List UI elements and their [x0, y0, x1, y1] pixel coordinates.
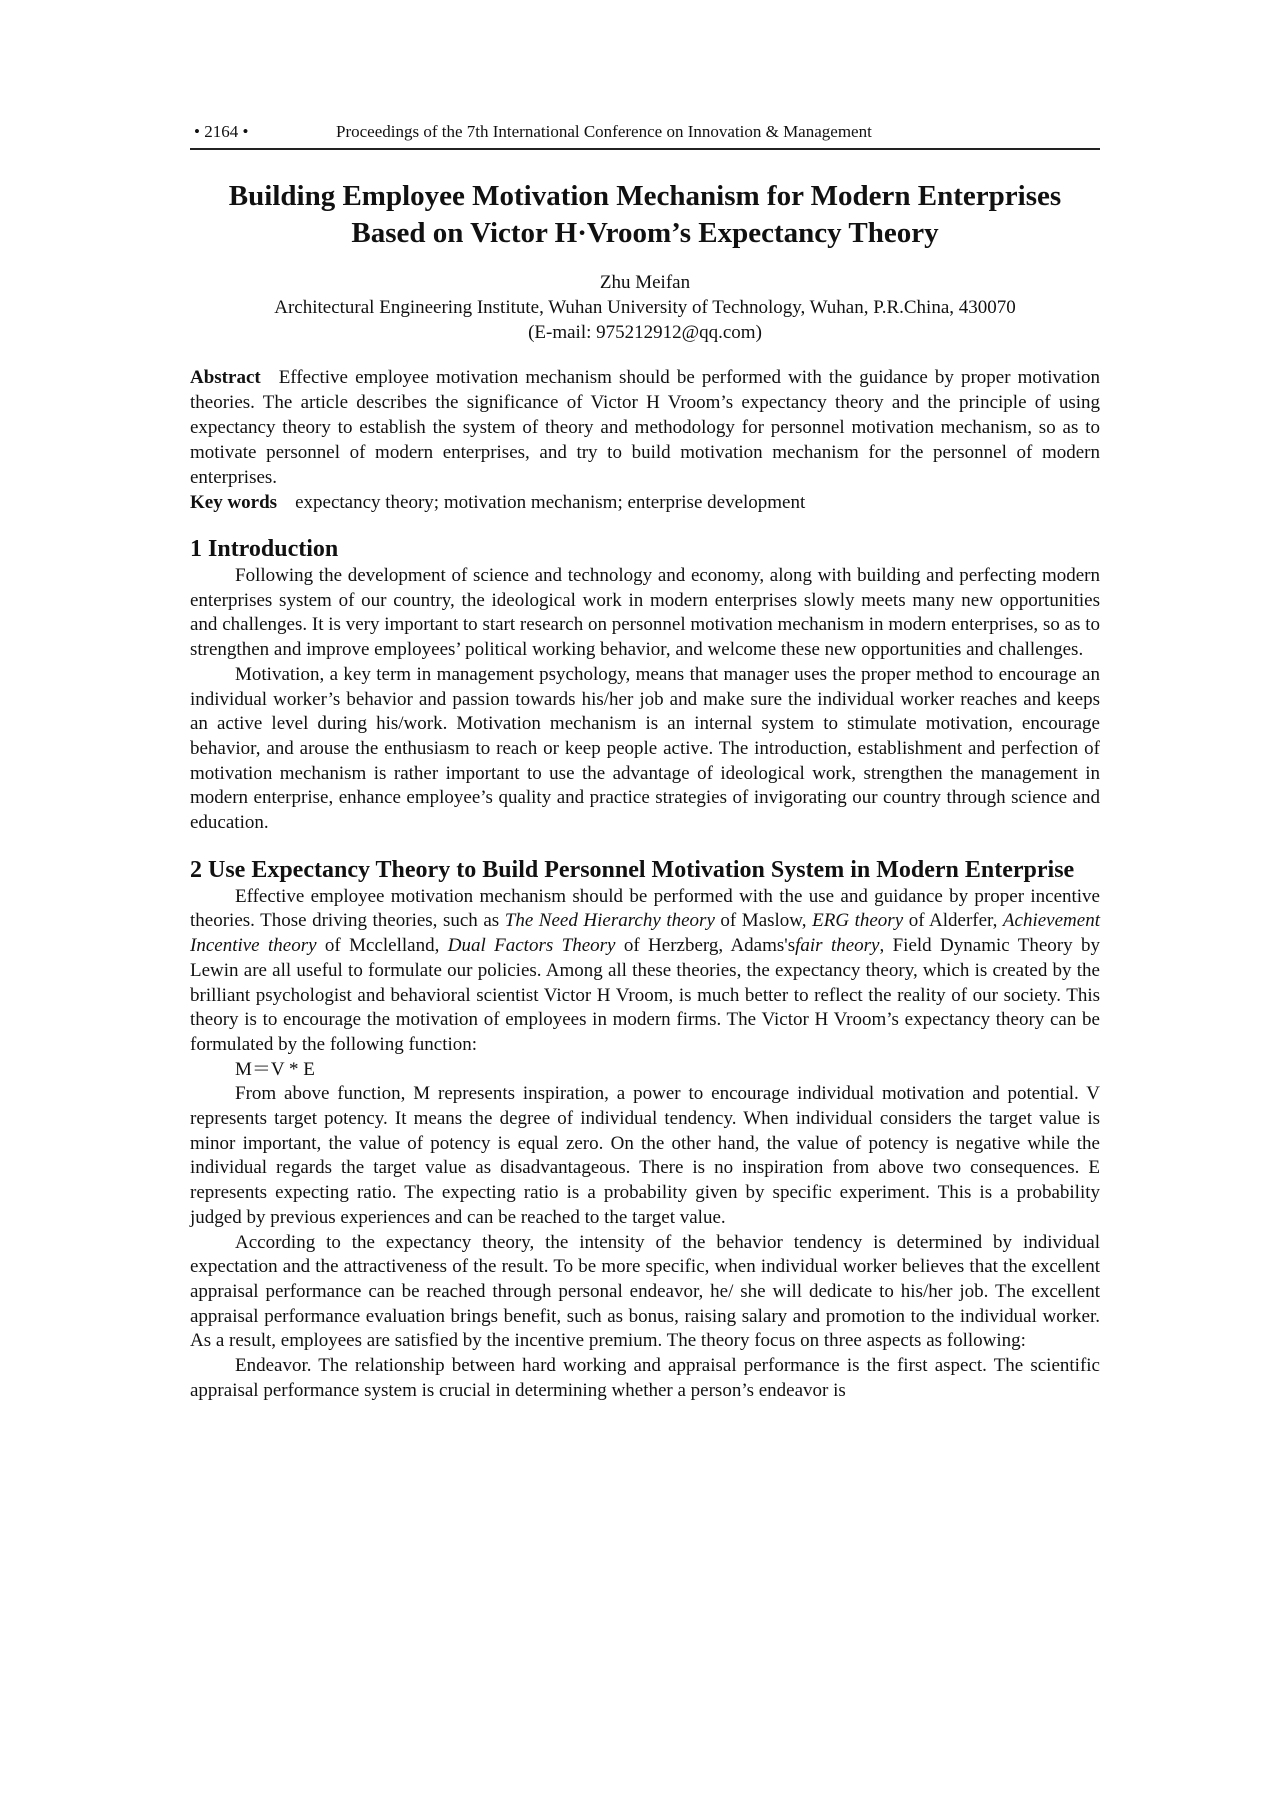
running-header [190, 120, 1100, 150]
text-run: of Mcclelland, [316, 935, 448, 957]
title-line-1: Building Employee Motivation Mechanism for Modern Enterprises [228, 180, 1062, 212]
formula: M＝V * E [235, 1058, 315, 1080]
section-2-paragraph-3: According to the expectancy theory, the intensity of the behavior tendency is determined by individual expectation and the attractiveness of the result. To be more specific, when individual worker believes that the excellent appraisal performance can be reached through personal endeavor, he/ she will dedicate to his/her job. The excellent appraisal performance evaluation brings benefit, such as bonus, raising salary and promotion to the individual worker. As a result, employees are satisfied by the incentive premium. The theory focus on three aspects as following: [190, 1231, 1100, 1352]
journal-name: Proceedings of the 7th International Conference on Innovation & Management [336, 122, 872, 141]
keywords [190, 490, 1100, 515]
author-affiliation: Architectural Engineering Institute, Wuhan University of Technology, Wuhan, P.R.China, 430070 [274, 297, 1016, 318]
text-run: of Maslow, [714, 910, 813, 932]
section-1-paragraph-2: Motivation, a key term in management psychology, means that manager uses the proper method to encourage an individual worker’s behavior and passion towards his/her job and make sure the individual worker reaches and keeps an active level during his/work. Motivation mechanism is an internal system to stimulate motivation, encourage behavior, and arouse the enthusiasm to reach or keep people active. The introduction, establishment and perfection of motivation mechanism is rather important to use the advantage of ideological work, strengthen the management in modern enterprise, enhance employee’s quality and practice strategies of invigorating our country through science and education. [190, 663, 1100, 834]
theory-name-dual-factors: Dual Factors Theory [447, 935, 616, 957]
theory-name-fair: fair theory [795, 935, 880, 957]
abstract-text: Effective employee motivation mechanism should be performed with the guidance by proper motivation theories. The article describes the significance of Victor H Vroom’s expectancy theory and the principle of using expectancy theory to establish the system of theory and methodology for personnel motivation mechanism, so as to motivate personnel of modern enterprises, and try to build motivation mechanism for the personnel of modern enterprises. [190, 367, 1100, 488]
keywords-label: Key words [190, 492, 278, 513]
abstract-label: Abstract [190, 367, 261, 388]
text-run: , Field Dynamic Theory by Lewin are all useful to formulate our policies. Among all these theories, the expectancy theory, which is created by the brilliant psychologist and behavioral scientist Victor H Vroom, is much better to reflect the reality of our society. This theory is to encourage the motivation of employees in modern firms. The Victor H Vroom’s expectancy theory can be formulated by the following function: [190, 935, 1100, 1055]
author-email: (E-mail: 975212912@qq.com) [528, 322, 762, 343]
text-run: of Alderfer, [903, 910, 1003, 932]
theory-name-need-hierarchy: The Need Hierarchy theory [504, 910, 715, 932]
theory-name-achievement: Achievement Incentive theory [190, 910, 1100, 957]
theory-name-erg: ERG theory [812, 910, 904, 932]
page-number: • 2164 • [194, 122, 249, 141]
author-name: Zhu Meifan [599, 272, 691, 293]
section-2-heading: 2 Use Expectancy Theory to Build Personnel Motivation System in Modern Enterprise [190, 856, 1075, 883]
paper-title [190, 178, 1100, 252]
title-line-2: Based on Victor H·Vroom’s Expectancy Theory [351, 217, 939, 249]
abstract [190, 365, 1100, 490]
keywords-text: expectancy theory; motivation mechanism; enterprise development [295, 492, 806, 513]
section-2-paragraph-1 [190, 885, 1100, 1058]
section-1-heading: 1 Introduction [190, 536, 339, 562]
section-2-paragraph-4: Endeavor. The relationship between hard working and appraisal performance is the first aspect. The scientific appraisal performance system is crucial in determining whether a person’s endeavor is [190, 1355, 1100, 1401]
section-1-paragraph-1: Following the development of science and technology and economy, along with building and perfecting modern enterprises system of our country, the ideological work in modern enterprises slowly meets many new opportunities and challenges. It is very important to start research on personnel motivation mechanism in modern enterprises, so as to strengthen and improve employees’ political working behavior, and welcome these new opportunities and challenges. [190, 565, 1100, 661]
paper-page [190, 120, 1100, 1404]
text-run: of Herzberg, Adams's [615, 935, 796, 957]
section-2-paragraph-2: From above function, M represents inspiration, a power to encourage individual motivation and potential. V represents target potency. It means the degree of individual tendency. When individual considers the target value is minor important, the value of potency is equal zero. On the other hand, the value of potency is negative while the individual regards the target value as disadvantageous. There is no inspiration from above two consequences. E represents expecting ratio. The expecting ratio is a probability given by specific experiment. This is a probability judged by previous experiences and can be reached to the target value. [190, 1083, 1100, 1228]
text-run: Effective employee motivation mechanism should be performed with the use and guidance by proper incentive theories. Those driving theories, such as [190, 885, 1100, 932]
